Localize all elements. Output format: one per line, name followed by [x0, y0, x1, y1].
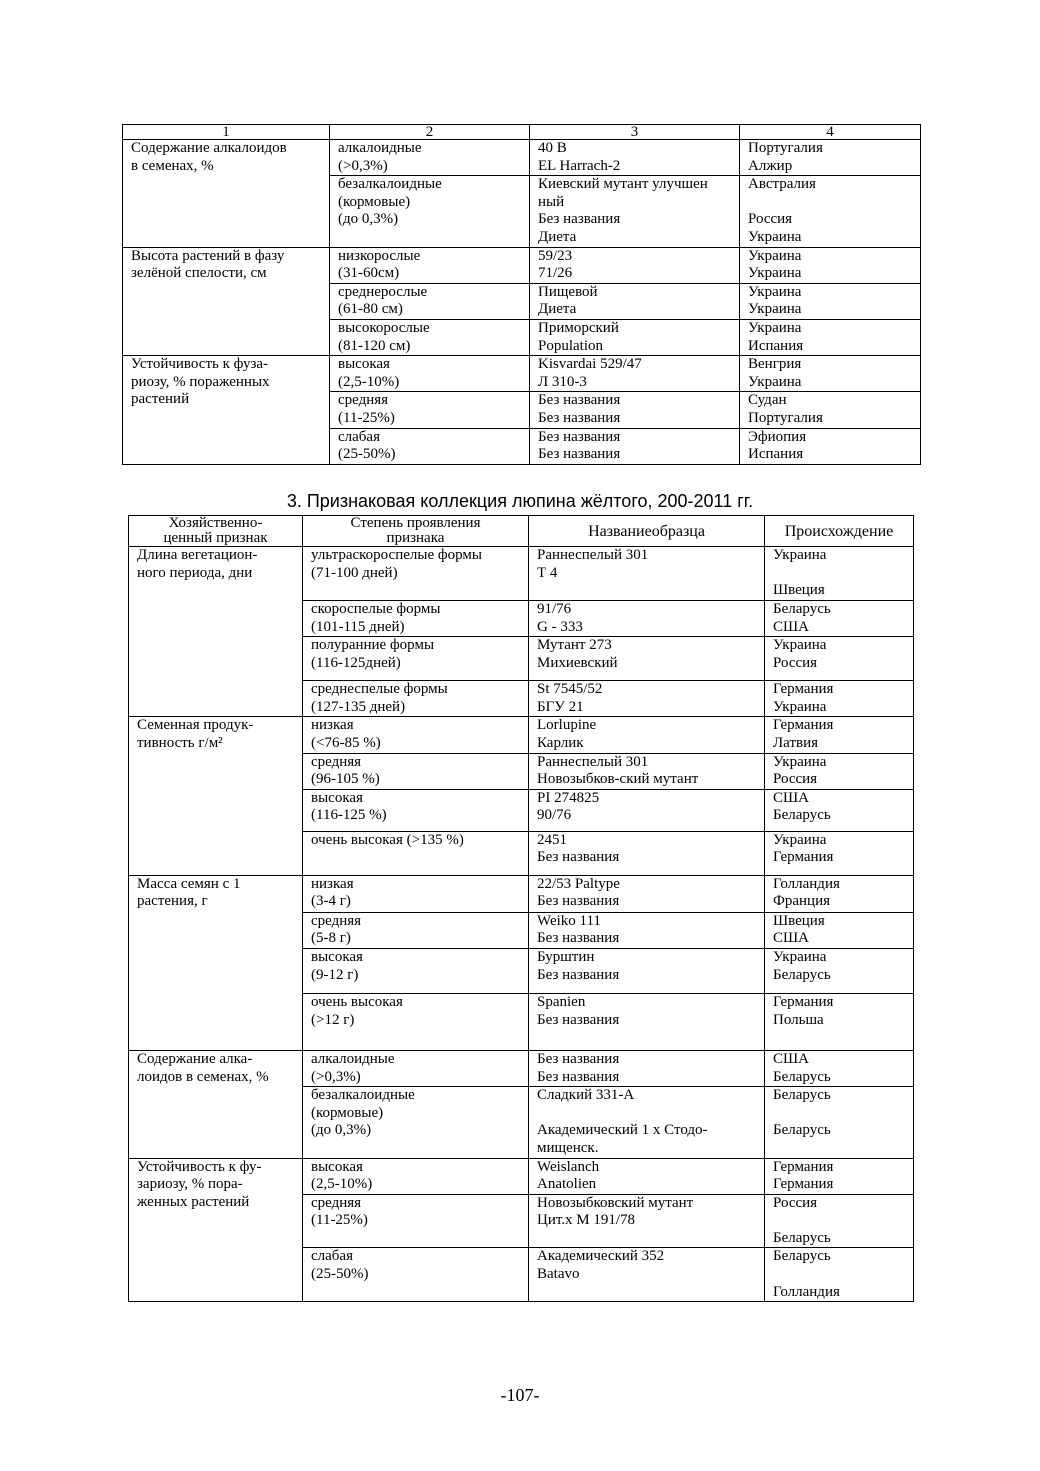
cell-line: Без названия	[538, 428, 621, 445]
table-cell	[529, 601, 765, 637]
table-cell	[303, 1050, 529, 1086]
table-cell	[529, 681, 765, 717]
cell-line: Судан	[748, 392, 787, 409]
column-header: Названиеобразца	[529, 516, 765, 547]
trait-cell	[123, 356, 330, 465]
cell-line: Population	[538, 337, 604, 354]
cell-line: (до 0,3%)	[338, 211, 399, 228]
cell-line: очень высокая	[311, 993, 403, 1010]
table-cell	[740, 392, 921, 428]
table-cell	[529, 1158, 765, 1194]
cell-line: риозу, % пораженных	[131, 373, 270, 390]
table-cell	[765, 875, 914, 912]
table-cell	[529, 1087, 765, 1158]
table-cell	[530, 428, 740, 464]
table-cell	[303, 753, 529, 789]
cell-line: Германия	[773, 681, 834, 698]
cell-line: мищенск.	[537, 1139, 599, 1156]
cell-line: Anatolien	[537, 1176, 597, 1193]
cell-line: Раннеспелый 301	[537, 547, 649, 563]
table-cell	[529, 948, 765, 993]
table-cell	[330, 428, 530, 464]
cell-line: Беларусь	[773, 1229, 831, 1246]
table-cell	[330, 392, 530, 428]
cell-line: средняя	[311, 1194, 362, 1211]
cell-line: безалкалоидные	[338, 176, 442, 193]
cell-line: Михиевский	[537, 654, 618, 671]
cell-line: Академический 352	[537, 1248, 665, 1265]
table-cell	[303, 1194, 529, 1248]
cell-line: Без названия	[537, 930, 620, 947]
cell-line: Длина вегетацион-	[137, 547, 258, 563]
cell-line: Украина	[773, 948, 827, 965]
cell-line: (3-4 г)	[311, 893, 351, 910]
cell-line: Без названия	[537, 966, 620, 983]
cell-line: среднерослые	[338, 283, 428, 300]
cell-line: Weiko 111	[537, 912, 601, 929]
cell-line: Мутант 273	[537, 637, 612, 654]
table-cell	[303, 1158, 529, 1194]
cell-line: Содержание алка-	[137, 1050, 253, 1067]
cell-line: Устойчивость к фу-	[137, 1158, 262, 1175]
table-cell	[765, 831, 914, 875]
cell-line: Германия	[773, 993, 834, 1010]
cell-line: 40 B	[538, 140, 567, 156]
cell-line: Диета	[538, 228, 577, 245]
column-header: 2	[330, 125, 530, 140]
cell-line: Украина	[748, 247, 802, 264]
cell-line: Украина	[773, 831, 827, 848]
cell-line: Сладкий 331-А	[537, 1087, 635, 1104]
cell-line: Без названия	[537, 1011, 620, 1028]
cell-line: США	[773, 618, 809, 635]
table-cell	[765, 948, 914, 993]
cell-line: США	[773, 789, 809, 806]
cell-line: Венгрия	[748, 356, 802, 373]
cell-line: зариозу, % пора-	[137, 1176, 243, 1193]
cell-line: 59/23	[538, 247, 573, 264]
table-cell	[765, 993, 914, 1050]
cell-line: США	[773, 1050, 809, 1067]
cell-line: Австралия	[748, 176, 816, 193]
cell-line: лоидов в семенах, %	[137, 1068, 269, 1085]
cell-line: Голландия	[773, 1283, 840, 1300]
cell-line: тивность г/м²	[137, 734, 223, 751]
trait-cell	[129, 1158, 303, 1302]
table-cell	[303, 637, 529, 681]
table-cell	[765, 789, 914, 831]
table-cell	[765, 1248, 914, 1302]
cell-line: Германия	[773, 717, 834, 734]
table-cell	[303, 1248, 529, 1302]
table-cell	[530, 356, 740, 392]
table-cell	[303, 1087, 529, 1158]
table-cell	[330, 176, 530, 247]
table-cell	[740, 283, 921, 319]
column-header: 1	[123, 125, 330, 140]
table-cell	[303, 681, 529, 717]
table-2	[128, 515, 914, 1302]
table-2-title: 3. Признаковая коллекция люпина жёлтого, 200-2011 гг.	[286, 491, 754, 511]
column-header: Хозяйственно- ценный признак	[129, 516, 303, 547]
cell-line: Диета	[538, 301, 577, 318]
table-row	[129, 547, 914, 601]
table-row	[129, 875, 914, 912]
table-row	[123, 356, 921, 392]
cell-line: Содержание алкалоидов	[131, 140, 287, 156]
table-cell	[330, 283, 530, 319]
cell-line: БГУ 21	[537, 698, 584, 715]
table-cell	[303, 717, 529, 753]
table-cell	[740, 176, 921, 247]
cell-line: Латвия	[773, 734, 819, 751]
table-cell	[765, 912, 914, 948]
cell-line: женных растений	[137, 1193, 250, 1210]
cell-line: Украина	[773, 637, 827, 654]
cell-line: слабая	[311, 1248, 353, 1265]
cell-line: (2,5-10%)	[338, 373, 400, 390]
cell-line: Португалия	[748, 140, 823, 156]
table-cell	[530, 319, 740, 355]
cell-line	[773, 1105, 913, 1123]
table-cell	[529, 993, 765, 1050]
trait-cell	[129, 875, 303, 1050]
table-2-header	[129, 516, 914, 547]
table-cell	[529, 912, 765, 948]
table-cell	[530, 392, 740, 428]
cell-line	[773, 565, 913, 583]
table-cell	[529, 1050, 765, 1086]
cell-line: очень высокая (>135 %)	[311, 831, 464, 848]
cell-line: (25-50%)	[311, 1266, 369, 1283]
cell-line: 91/76	[537, 601, 572, 617]
column-header: 4	[740, 125, 921, 140]
cell-line: EL Harrach-2	[538, 157, 621, 174]
cell-line: (116-125дней)	[311, 654, 401, 671]
cell-line: (кормовые)	[338, 193, 411, 210]
cell-line: Украина	[748, 283, 802, 300]
table-cell	[765, 547, 914, 601]
table-cell	[765, 1194, 914, 1248]
cell-line: Т 4	[537, 564, 558, 581]
cell-line: Россия	[748, 211, 793, 228]
cell-line: (96-105 %)	[311, 771, 380, 788]
cell-line: 71/26	[538, 265, 573, 282]
cell-line: Новозыбков-ский мутант	[537, 771, 699, 788]
cell-line: скороспелые формы	[311, 601, 441, 617]
cell-line: Без названия	[537, 1068, 620, 1085]
cell-line: Без названия	[538, 392, 621, 409]
table-cell	[529, 1248, 765, 1302]
cell-line: (кормовые)	[311, 1104, 384, 1121]
cell-line: в семенах, %	[131, 157, 214, 174]
cell-line: (9-12 г)	[311, 966, 359, 983]
cell-line: Цит.х М 191/78	[537, 1212, 636, 1229]
cell-line: Бурштин	[537, 948, 595, 965]
cell-line: Германия	[773, 1176, 834, 1193]
cell-line: Алжир	[748, 157, 793, 174]
cell-line: низкая	[311, 717, 354, 734]
table-row	[123, 140, 921, 176]
cell-line: растений	[131, 391, 190, 408]
table-cell	[529, 637, 765, 681]
cell-line: Weislanch	[537, 1158, 600, 1175]
table-cell	[765, 1050, 914, 1086]
cell-line: Швеция	[773, 912, 825, 929]
cell-line: (>0,3%)	[338, 157, 388, 174]
cell-line: Новозыбковский мутант	[537, 1194, 694, 1211]
table-cell	[529, 831, 765, 875]
cell-line: Беларусь	[773, 1122, 831, 1139]
cell-line: (127-135 дней)	[311, 698, 406, 715]
cell-line: Украина	[748, 373, 802, 390]
cell-line: (101-115 дней)	[311, 618, 405, 635]
cell-line: высокорослые	[338, 319, 430, 336]
table-cell	[530, 176, 740, 247]
table-cell	[303, 601, 529, 637]
table-cell	[303, 547, 529, 601]
cell-line: Batavo	[537, 1266, 580, 1283]
table-cell	[330, 247, 530, 283]
table-cell	[529, 753, 765, 789]
cell-line: Польша	[773, 1011, 824, 1028]
cell-line: Украина	[748, 228, 802, 245]
trait-cell	[129, 547, 303, 717]
cell-line: (25-50%)	[338, 446, 396, 463]
table-1-header	[123, 125, 921, 140]
table-cell	[330, 140, 530, 176]
cell-line: Без названия	[538, 446, 621, 463]
cell-line: высокая	[311, 789, 363, 806]
cell-line: 2451	[537, 831, 567, 848]
cell-line: Lorlupine	[537, 717, 597, 734]
cell-line	[773, 1266, 913, 1284]
cell-line: низкорослые	[338, 247, 421, 264]
table-cell	[529, 789, 765, 831]
table-cell	[303, 789, 529, 831]
table-cell	[530, 140, 740, 176]
table-cell	[765, 1087, 914, 1158]
cell-line: Раннеспелый 301	[537, 753, 649, 770]
trait-cell	[123, 247, 330, 356]
cell-line: высокая	[311, 948, 363, 965]
table-row	[123, 247, 921, 283]
table-cell	[765, 601, 914, 637]
cell-line: Без названия	[538, 409, 621, 426]
cell-line	[773, 1212, 913, 1230]
cell-line: (11-25%)	[311, 1212, 368, 1229]
cell-line: Масса семян с 1	[137, 875, 241, 892]
table-cell	[303, 875, 529, 912]
cell-line: PI 274825	[537, 789, 600, 806]
cell-line: Без названия	[538, 211, 621, 228]
cell-line: (2,5-10%)	[311, 1176, 373, 1193]
cell-line: (>12 г)	[311, 1011, 355, 1028]
cell-line: 22/53 Paltype	[537, 875, 620, 892]
table-cell	[529, 547, 765, 601]
table-row	[129, 1158, 914, 1194]
cell-line: Португалия	[748, 409, 823, 426]
table-cell	[529, 875, 765, 912]
cell-line: Германия	[773, 849, 834, 866]
cell-line: средняя	[311, 912, 362, 929]
cell-line: Приморский	[538, 319, 619, 336]
cell-line: Высота растений в фазу	[131, 247, 285, 264]
column-header: 3	[530, 125, 740, 140]
cell-line: Швеция	[773, 582, 825, 599]
cell-line: Беларусь	[773, 1068, 831, 1085]
cell-line: Россия	[773, 654, 818, 671]
table-cell	[330, 356, 530, 392]
cell-line: растения, г	[137, 893, 208, 910]
cell-line: Россия	[773, 771, 818, 788]
cell-line: (81-120 см)	[338, 337, 411, 354]
cell-line: (до 0,3%)	[311, 1122, 372, 1139]
cell-line: Украина	[773, 753, 827, 770]
table-cell	[765, 637, 914, 681]
cell-line: Беларусь	[773, 1087, 831, 1104]
table-row	[129, 717, 914, 753]
table-cell	[303, 948, 529, 993]
cell-line: Семенная продук-	[137, 717, 254, 734]
trait-cell	[129, 717, 303, 875]
cell-line: 90/76	[537, 807, 572, 824]
column-header: Степень проявления признака	[303, 516, 529, 547]
table-cell	[303, 912, 529, 948]
cell-line: Украина	[748, 319, 802, 336]
table-row	[129, 1050, 914, 1086]
table-cell	[530, 247, 740, 283]
cell-line: полуранние формы	[311, 637, 435, 654]
cell-line: (71-100 дней)	[311, 564, 398, 581]
trait-cell	[129, 1050, 303, 1158]
cell-line: Карлик	[537, 734, 584, 751]
table-cell	[740, 428, 921, 464]
table-cell	[529, 1194, 765, 1248]
cell-line: высокая	[338, 356, 390, 373]
table-1	[122, 124, 921, 465]
cell-line: алкалоидные	[338, 140, 422, 156]
cell-line: (116-125 %)	[311, 807, 387, 824]
cell-line: Украина	[748, 301, 802, 318]
trait-cell	[123, 140, 330, 248]
cell-line: Без названия	[537, 893, 620, 910]
cell-line: средняя	[338, 392, 389, 409]
table-cell	[740, 319, 921, 355]
cell-line: безалкалоидные	[311, 1087, 415, 1104]
cell-line: Устойчивость к фуза-	[131, 356, 269, 373]
cell-line: (31-60см)	[338, 265, 400, 282]
cell-line: Без названия	[537, 849, 620, 866]
cell-line: Голландия	[773, 875, 840, 892]
cell-line: (61-80 см)	[338, 301, 403, 318]
cell-line: Франция	[773, 893, 830, 910]
table-cell	[765, 681, 914, 717]
cell-line: Россия	[773, 1194, 818, 1211]
table-cell	[765, 753, 914, 789]
cell-line: St 7545/52	[537, 681, 603, 698]
cell-line: Беларусь	[773, 601, 831, 617]
cell-line: слабая	[338, 428, 380, 445]
cell-line: Киевский мутант улучшен	[538, 176, 708, 193]
cell-line: Украина	[748, 265, 802, 282]
table-cell	[740, 247, 921, 283]
cell-line: Эфиопия	[748, 428, 807, 445]
cell-line: Kisvardai 529/47	[538, 356, 642, 373]
cell-line: (5-8 г)	[311, 930, 351, 947]
cell-line: G - 333	[537, 618, 583, 635]
table-cell	[303, 831, 529, 875]
cell-line	[537, 1105, 764, 1123]
cell-line: ного периода, дни	[137, 564, 253, 581]
cell-line: (>0,3%)	[311, 1068, 361, 1085]
cell-line: Академический 1 х Стодо-	[537, 1122, 708, 1139]
table-cell	[303, 993, 529, 1050]
table-cell	[529, 717, 765, 753]
table-cell	[530, 283, 740, 319]
table-cell	[330, 319, 530, 355]
cell-line: низкая	[311, 875, 354, 892]
table-cell	[765, 1158, 914, 1194]
cell-line: США	[773, 930, 809, 947]
cell-line: Беларусь	[773, 807, 831, 824]
cell-line: Л 310-3	[538, 373, 587, 390]
cell-line: Испания	[748, 446, 804, 463]
cell-line: (<76-85 %)	[311, 734, 381, 751]
cell-line: Германия	[773, 1158, 834, 1175]
cell-line: Пищевой	[538, 283, 598, 300]
cell-line	[748, 194, 920, 212]
cell-line: среднеспелые формы	[311, 681, 448, 698]
column-header: Происхождение	[765, 516, 914, 547]
cell-line: средняя	[311, 753, 362, 770]
cell-line: Испания	[748, 337, 804, 354]
cell-line: Spanien	[537, 993, 586, 1010]
cell-line: (11-25%)	[338, 409, 395, 426]
cell-line: Беларусь	[773, 966, 831, 983]
table-cell	[740, 140, 921, 176]
cell-line: Украина	[773, 698, 827, 715]
table-cell	[740, 356, 921, 392]
cell-line: ультраскороспелые формы	[311, 547, 482, 563]
cell-line: алкалоидные	[311, 1050, 395, 1067]
cell-line: Украина	[773, 547, 827, 563]
page-number: -107-	[500, 1385, 540, 1405]
cell-line: Без названия	[537, 1050, 620, 1067]
cell-line: зелёной спелости, см	[131, 265, 267, 282]
cell-line: высокая	[311, 1158, 363, 1175]
cell-line: ный	[538, 193, 565, 210]
cell-line: Беларусь	[773, 1248, 831, 1265]
table-cell	[765, 717, 914, 753]
